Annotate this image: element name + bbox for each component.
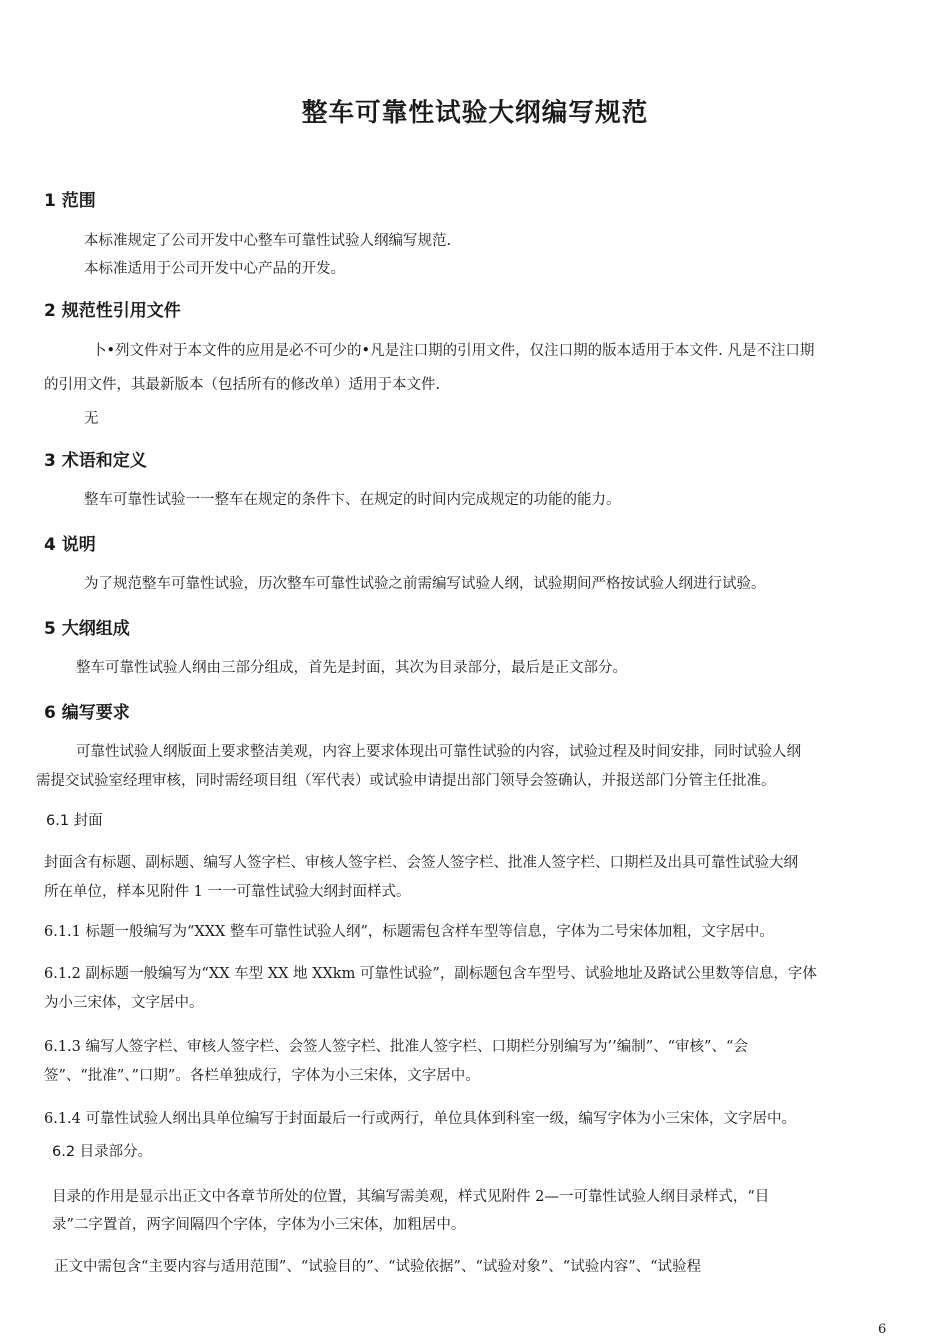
subsection-6-1-line-1: 封面含有标题、副标题、编写人签字栏、审核人签字栏、会签人签字栏、批准人签字栏、口期栏及出具可靠性试验大纲 — [44, 855, 798, 871]
subsection-6-2-line-2: 录”二字置首，两字间隔四个字体，字体为小三宋体，加粗居中。 — [52, 1217, 466, 1233]
section-1-paragraph-1: 本标准规定了公司开发中心整车可靠性试验人纲编写规范. — [84, 233, 452, 249]
section-3-paragraph: 整车可靠性试验一一整车在规定的条件卞、在规定的时间内完成规定的功能的能力。 — [84, 492, 621, 508]
section-5-paragraph: 整车可靠性试验人纲由三部分组成，首先是封面，其次为目录部分，最后是正文部分。 — [76, 660, 627, 676]
item-6-1-2-line-2: 为小三宋体，文字居中。 — [44, 995, 204, 1011]
section-1-paragraph-2: 本标准适用于公司开发中心产品的开发。 — [84, 261, 345, 277]
subsection-6-2-heading: 6.2 目录部分。 — [52, 1144, 153, 1160]
subsection-6-1-heading: 6.1 封面 — [46, 813, 103, 829]
section-4-paragraph: 为了规范整车可靠性试验，历次整车可靠性试验之前需编写试验人纲，试验期间严格按试验人纲进行试验。 — [84, 576, 766, 592]
item-6-1-4: 6.1.4 可靠性试验人纲出具单位编写于封面最后一行或两行，单位具体到科室一级，编写字体为小三宋体，文字居中。 — [44, 1111, 796, 1127]
item-6-1-3-line-1: 6.1.3 编写人签字栏、审核人签字栏、会签人签字栏、批准人签字栏、口期栏分别编写为’’编制”、“审核”、“会 — [44, 1039, 748, 1055]
item-6-1-2-line-1: 6.1.2 副标题一般编写为“XX 车型 XX 地 XXkm 可靠性试验”，副标题包含车型号、试验地址及路试公里数等信息，字体 — [44, 966, 817, 982]
section-6-heading: 6 编写要求 — [44, 703, 130, 723]
section-6-line-2: 需提交试验室经理审核，同时需经项目组（军代表）或试验申请提出部门领导会签确认，并报送部门分管主任批准。 — [36, 773, 776, 789]
subsection-6-2-line-3: 正文中需包含“主要内容与适用范围”、“试验目的”、“试验依据”、“试验对象”、“试验内容”、“试验程 — [54, 1259, 702, 1275]
section-3-heading: 3 术语和定义 — [44, 451, 147, 471]
section-1-heading: 1 范围 — [44, 191, 96, 211]
section-2-line-1: 卜•列文件对于本文件的应用是必不可少的•凡是注口期的引用文件，仅注口期的版本适用于本文件. 凡是不注口期 — [92, 343, 815, 359]
section-2-heading: 2 规范性引用文件 — [44, 301, 181, 321]
section-5-heading: 5 大纲组成 — [44, 619, 130, 639]
section-4-heading: 4 说明 — [44, 535, 96, 555]
page-number: 6 — [878, 1322, 887, 1337]
item-6-1-1: 6.1.1 标题一般编写为“XXX 整车可靠性试验人纲”，标题需包含样车型等信息，字体为二号宋体加粗，文字居中。 — [44, 924, 774, 940]
section-2-line-2: 的引用文件，其最新版本（包括所有的修改单）适用于本文件. — [44, 377, 441, 393]
subsection-6-2-line-1: 目录的作用是显示出正文中各章节所处的位置，其编写需美观，样式见附件 2—一可靠性试验人纲目录样式，“目 — [52, 1189, 770, 1205]
document-title: 整车可靠性试验大纲编写规范 — [301, 98, 649, 128]
subsection-6-1-line-2: 所在单位，样本见附件 1 一一可靠性试验大纲封面样式。 — [44, 884, 411, 900]
section-2-none: 无 — [84, 411, 99, 427]
item-6-1-3-line-2: 签”、“批准”、”口期”。各栏单独成行，字体为小三宋体，文字居中。 — [44, 1068, 480, 1084]
section-6-line-1: 可靠性试验人纲版面上要求整洁美观，内容上要求体现出可靠性试验的内容，试验过程及时间安排，同时试验人纲 — [76, 744, 801, 760]
